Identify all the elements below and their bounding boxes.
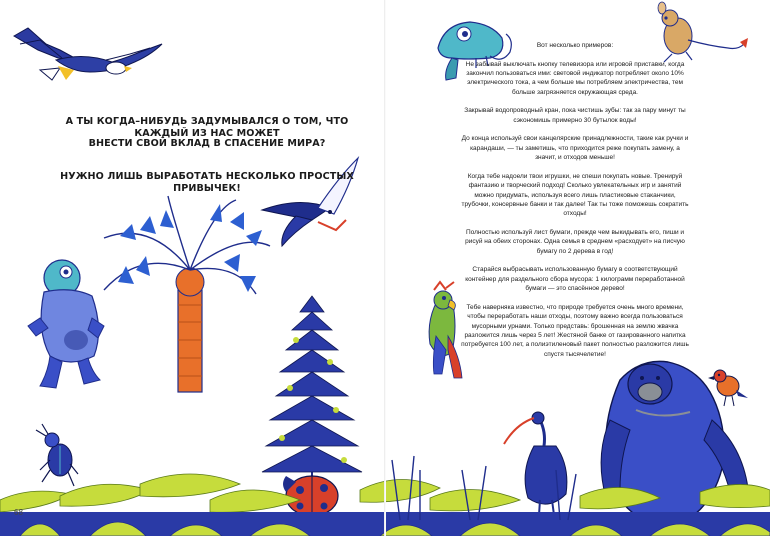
parrot-illustration bbox=[429, 282, 462, 378]
intro-question-line-1: А ТЫ КОГДА–НИБУДЬ ЗАДУМЫВАЛСЯ О ТОМ, ЧТО КАЖДЫЙ ИЗ НАС МОЖЕТ bbox=[65, 116, 349, 139]
page-number: 68 bbox=[14, 508, 23, 517]
intro-question-line-2: ВНЕСТИ СВОЙ ВКЛАД В СПАСЕНИЕ МИРА? bbox=[88, 138, 326, 149]
tip-paragraph: До конца используй свои канцелярские принадлежности, такие как ручки и карандаши, — ты заметишь, что приходится реже покупать замену, а значит, и отходов меньше! bbox=[461, 135, 689, 162]
ladybug-illustration bbox=[283, 476, 338, 516]
eagle-illustration bbox=[14, 28, 162, 80]
tips-heading: Вот несколько примеров: bbox=[536, 42, 614, 49]
tip-paragraph: Не забывай выключать кнопку телевизора или игровой приставки, когда закончил пользоваться ими: световой индикатор потребляет около 10% электрического тока, а чем больше мы потребляем электричества, тем больше загрязняется окружающая среда. bbox=[465, 60, 685, 96]
palm-tree-illustration bbox=[104, 196, 270, 392]
tip-paragraph: Когда тебе надоели твои игрушки, не спеши покупать новые. Тренируй фантазию и творческий подход! Сколько увлекательных игр и занятий можно придумать, используя всего лишь пластиковые стаканчики, трубочки, консервные банки и так далее! Так ты тоже поможешь сократить отходы! bbox=[461, 172, 689, 218]
page-gutter bbox=[384, 0, 386, 536]
tip-paragraph: Полностью используй лист бумаги, прежде чем выкидывать его, пиши и рисуй на обеих сторонах. Одна семья в среднем «расходует» на писчую бумагу по 2 дерева в год! bbox=[465, 229, 685, 255]
tip-paragraph: Закрывай водопроводный кран, пока чистишь зубы: так за пару минут ты сэкономишь примерно 30 бутылок воды! bbox=[464, 107, 686, 124]
intro-call-to-action: НУЖНО ЛИШЬ ВЫРАБОТАТЬ НЕСКОЛЬКО ПРОСТЫХ ПРИВЫЧЕК! bbox=[60, 171, 354, 194]
tardigrade-illustration bbox=[28, 260, 104, 388]
tips-column bbox=[461, 41, 689, 368]
tip-paragraph: Тебе наверняка известно, что природе требуется очень много времени, чтобы переработать наши отходы, поэтому важно всегда пользоваться мусорными урнами. Только представь: брошенная на землю жвачка разложится лишь через 5 лет! Жестяной банке от газированного напитка потребуется 100 лет, а полиэтиленовый пакет полностью разложится лишь спустя тысячелетие! bbox=[461, 303, 689, 358]
beetle-illustration bbox=[36, 424, 78, 486]
tip-paragraph: Старайся выбрасывать использованную бумагу в соответствующий контейнер для раздельного сбора мусора: 1 килограмм переработанной бумаги — это спасённое дерево! bbox=[465, 266, 685, 293]
